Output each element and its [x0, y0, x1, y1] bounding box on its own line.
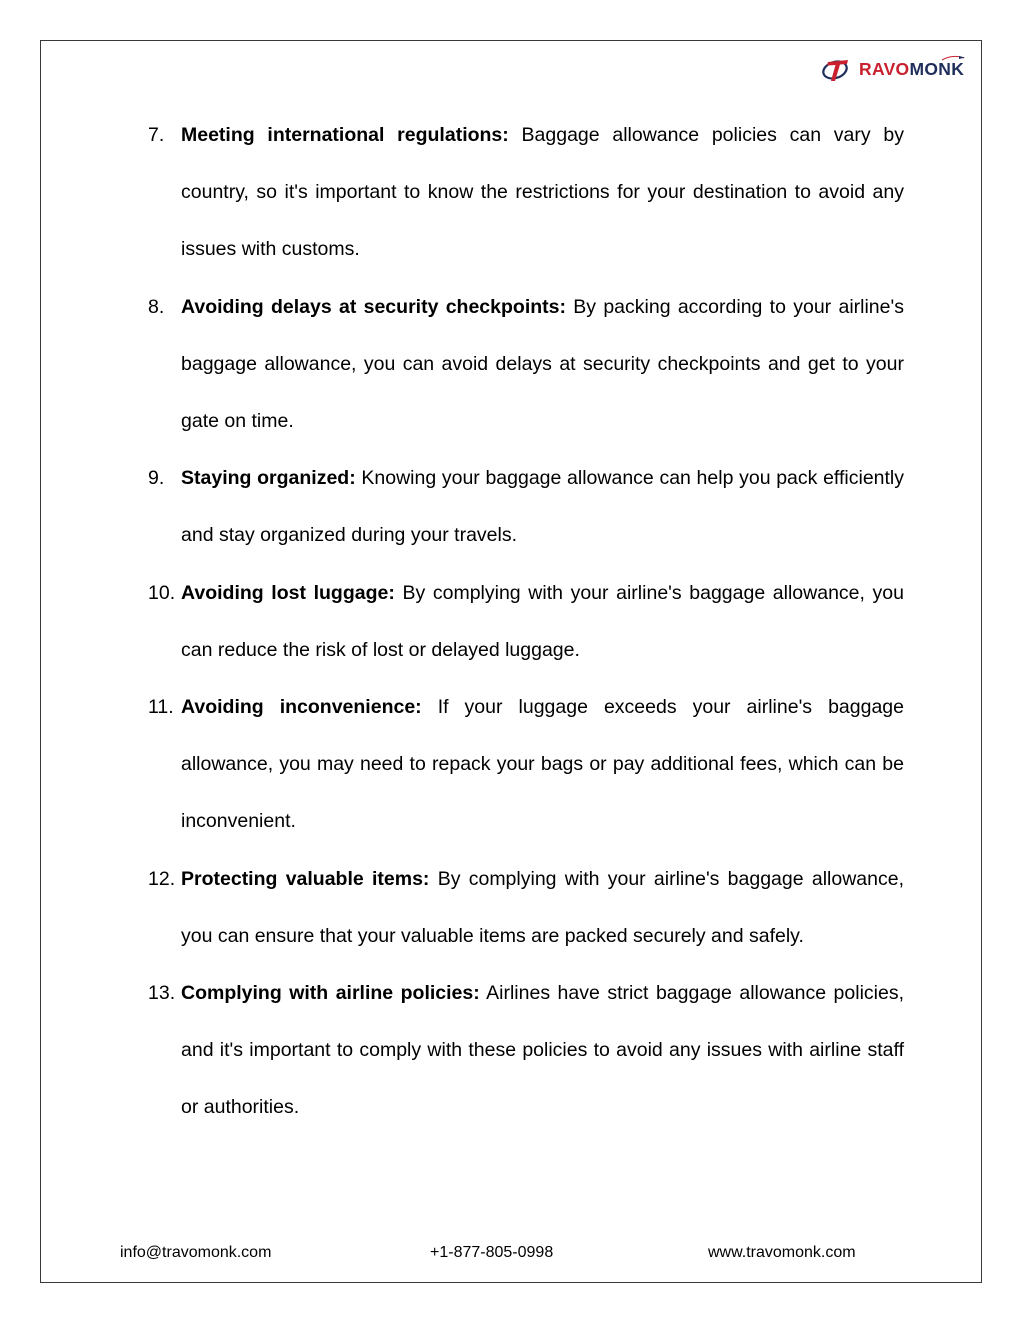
list-item: [148, 450, 904, 564]
list-item: [148, 279, 904, 451]
item-number: 9.: [148, 467, 165, 490]
footer-website-link[interactable]: www.travomonk.com: [708, 1244, 856, 1261]
list-item: [148, 679, 904, 851]
benefits-list: [148, 107, 904, 1137]
item-term: Protecting valuable items:: [181, 867, 430, 890]
logo-wordmark-monk: MONK: [909, 59, 965, 79]
item-number: 13.: [148, 982, 176, 1005]
item-term: Avoiding inconvenience:: [181, 696, 422, 719]
item-number: 10.: [148, 581, 176, 604]
list-item: [148, 965, 904, 1137]
item-term: Avoiding delays at security checkpoints:: [181, 295, 566, 318]
item-text: By complying with your airline's baggage allowance, you can ensure that your valuable items are packed securely and safely.: [181, 867, 904, 947]
item-term: Staying organized:: [181, 467, 356, 490]
plane-icon: [940, 54, 966, 64]
item-text: Airlines have strict baggage allowance policies, and it's important to comply with these policies to avoid any issues with airline staff or authorities.: [181, 982, 904, 1119]
list-item: [148, 565, 904, 679]
item-term: Avoiding lost luggage:: [181, 581, 395, 604]
footer-email-link[interactable]: info@travomonk.com: [120, 1244, 272, 1261]
item-term: Complying with airline policies:: [181, 982, 480, 1005]
item-text: Baggage allowance policies can vary by country, so it's important to know the restrictions for your destination to avoid any issues with customs.: [181, 124, 904, 261]
footer-phone-link[interactable]: +1-877-805-0998: [430, 1244, 554, 1261]
item-text: Knowing your baggage allowance can help you pack efficiently and stay organized during your travels.: [181, 467, 905, 547]
item-text: By complying with your airline's baggage allowance, you can reduce the risk of lost or delayed luggage.: [181, 581, 904, 661]
list-item: [148, 107, 904, 279]
list-item: [148, 851, 904, 965]
item-number: 12.: [148, 867, 176, 890]
item-number: 11.: [148, 696, 174, 719]
item-number: 8.: [148, 295, 165, 318]
item-term: Meeting international regulations:: [181, 124, 509, 146]
travomonk-logo[interactable]: [822, 52, 972, 86]
item-text: By packing according to your airline's baggage allowance, you can avoid delays at security checkpoints and get to your gate on time.: [181, 295, 904, 433]
item-text: If your luggage exceeds your airline's baggage allowance, you may need to repack your bags or pay additional fees, which can be inconvenient.: [181, 696, 904, 833]
item-number: 7.: [148, 124, 165, 146]
logo-wordmark-travo: RAVO: [859, 59, 910, 79]
